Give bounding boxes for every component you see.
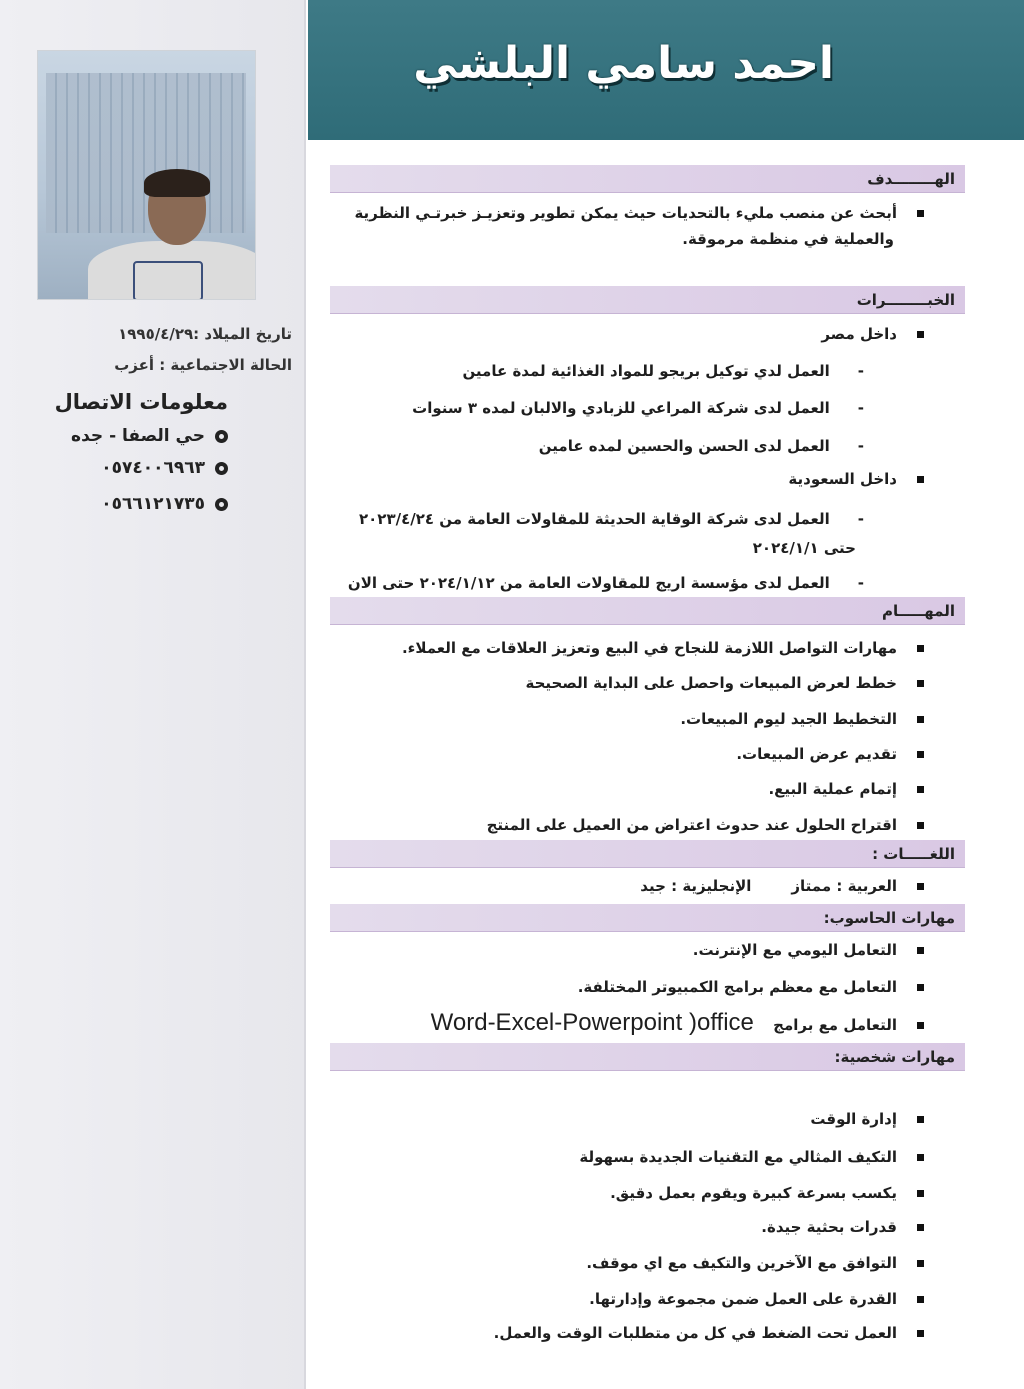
dash-marker: -	[857, 574, 864, 592]
experience-item	[462, 358, 884, 384]
personal-skill-item	[586, 1250, 924, 1276]
personal-skill-item	[494, 1320, 924, 1346]
goal-text	[344, 200, 924, 252]
bullet-icon	[917, 1224, 924, 1231]
task-text: مهارات التواصل اللازمة للنجاح في البيع وتعزيز العلاقات مع العملاء.	[401, 639, 897, 657]
personal-skill-text: قدرات بحثية جيدة.	[761, 1218, 897, 1236]
whatsapp-icon	[215, 498, 228, 511]
marital-status: الحالة الاجتماعية : أعزب	[114, 356, 292, 374]
experience-item	[539, 433, 884, 459]
personal-skill-item	[761, 1214, 924, 1240]
address-row	[71, 426, 228, 446]
bullet-icon	[917, 1296, 924, 1303]
date-of-birth: تاريخ الميلاد :١٩٩٥/٤/٢٩	[118, 325, 292, 343]
bullet-icon	[917, 1260, 924, 1267]
personal-skill-text: يكسب بسرعة كبيرة ويقوم بعمل دقيق.	[610, 1184, 897, 1202]
saudi-label-text: داخل السعودية	[788, 470, 897, 488]
experience-item-continued: حتى ٢٠٢٤/١/١	[752, 539, 856, 557]
bullet-icon	[917, 984, 924, 991]
phone-text-1: ٠٥٧٤٠٠٦٩٦٣	[101, 458, 205, 478]
experience-item-text: العمل لدى شركة الوقاية الحديثة للمقاولات العامة من ٢٠٢٣/٤/٢٤	[358, 510, 830, 528]
bullet-icon	[917, 883, 924, 890]
address-text: حي الصفا - جده	[71, 426, 205, 446]
computer-skill-text: التعامل اليومي مع الإنترنت.	[692, 941, 897, 959]
bullet-icon	[917, 476, 924, 483]
photo-background-building	[46, 73, 246, 233]
bullet-icon	[917, 1330, 924, 1337]
bullet-icon	[917, 1154, 924, 1161]
dash-marker: -	[857, 437, 864, 455]
office-programs-text: Word-Excel-Powerpoint )office	[430, 1009, 754, 1036]
photo-hair	[144, 169, 210, 197]
phone-text-2: ٠٥٦٦١٢١٧٣٥	[101, 494, 205, 514]
section-personal-header: مهارات شخصية:	[330, 1043, 965, 1071]
section-languages-header: اللغـــــات :	[330, 840, 965, 868]
bullet-icon	[917, 210, 924, 217]
task-text: التخطيط الجيد ليوم المبيعات.	[680, 710, 897, 728]
experience-item-text: العمل لدى مؤسسة اريج للمقاولات العامة من ٢٠٢٤/١/١٢ حتى الان	[347, 574, 830, 592]
personal-skill-text: التكيف المثالي مع التقنيات الجديدة بسهولة	[579, 1148, 897, 1166]
computer-skill-text: التعامل مع برامج	[773, 1016, 897, 1034]
bullet-icon	[917, 947, 924, 954]
goal-text-content: أبحث عن منصب مليء بالتحديات حيث يمكن تطوير وتعزيـز خبرتـي النظرية والعملية في منظمة مرموقة.	[354, 204, 897, 248]
profile-photo	[37, 50, 256, 300]
experience-egypt-label	[821, 321, 924, 347]
task-item	[526, 670, 925, 696]
experience-item	[412, 395, 884, 421]
task-item	[487, 812, 924, 838]
bullet-icon	[917, 1022, 924, 1029]
personal-skill-text: التوافق مع الآخرين والتكيف مع اي موقف.	[586, 1254, 897, 1272]
bullet-icon	[917, 331, 924, 338]
bullet-icon	[917, 751, 924, 758]
experience-item-text: العمل لدى شركة المراعي للزبادي والالبان لمده ٣ سنوات	[412, 399, 830, 417]
experience-item-text: العمل لدي توكيل بريجو للمواد الغذائية لمدة عامين	[462, 362, 830, 380]
bullet-icon	[917, 1116, 924, 1123]
experience-item-text: العمل لدى الحسن والحسين لمده عامين	[538, 437, 830, 455]
personal-skill-item	[579, 1144, 924, 1170]
section-computer-header: مهارات الحاسوب:	[330, 904, 965, 932]
personal-skill-text: إدارة الوقت	[810, 1110, 897, 1128]
computer-skill-text: التعامل مع معظم برامج الكمبيوتر المختلفة.	[577, 978, 897, 996]
bullet-icon	[917, 822, 924, 829]
language-arabic: العربية : ممتاز	[791, 877, 897, 895]
computer-skill-item	[578, 974, 924, 1000]
personal-skill-text: القدرة على العمل ضمن مجموعة وإدارتها.	[589, 1290, 897, 1308]
dash-marker: -	[857, 362, 864, 380]
task-item	[768, 776, 924, 802]
person-name: احمد سامي البلشي	[413, 38, 834, 89]
task-text: اقتراح الحلول عند حدوث اعتراض من العميل على المنتج	[486, 816, 897, 834]
dash-marker: -	[857, 399, 864, 417]
task-text: تقديم عرض المبيعات.	[736, 745, 897, 763]
personal-skill-item	[810, 1106, 924, 1132]
bullet-icon	[917, 786, 924, 793]
experience-item	[359, 506, 884, 532]
personal-skill-text: العمل تحت الضغط في كل من متطلبات الوقت والعمل.	[493, 1324, 897, 1342]
phone-icon	[215, 462, 228, 475]
section-tasks-header: المهـــــام	[330, 597, 965, 625]
personal-skill-item	[610, 1180, 924, 1206]
header-banner	[308, 0, 1024, 140]
section-experience-header: الخبــــــــرات	[330, 286, 965, 314]
section-goal-header: الهــــــــدف	[330, 165, 965, 193]
bullet-icon	[917, 680, 924, 687]
computer-skill-item	[693, 937, 924, 963]
task-item	[402, 635, 924, 661]
personal-skill-item	[589, 1286, 924, 1312]
language-english: الإنجليزية : جيد	[640, 877, 752, 895]
bullet-icon	[917, 1190, 924, 1197]
phone-row-2	[101, 494, 228, 514]
experience-saudi-label	[788, 466, 924, 492]
photo-shirt-print	[133, 261, 203, 300]
computer-skill-item	[431, 1010, 924, 1038]
bullet-icon	[917, 716, 924, 723]
task-text: خطط لعرض المبيعات واحصل على البداية الصحيحة	[525, 674, 897, 692]
contact-info-title: معلومات الاتصال	[54, 390, 228, 414]
languages-row	[640, 873, 924, 899]
dash-marker: -	[857, 510, 864, 528]
location-icon	[215, 430, 228, 443]
task-item	[680, 706, 924, 732]
task-text: إتمام عملية البيع.	[768, 780, 897, 798]
experience-item	[348, 570, 884, 596]
phone-row-1	[101, 458, 228, 478]
bullet-icon	[917, 645, 924, 652]
task-item	[736, 741, 924, 767]
egypt-label-text: داخل مصر	[821, 325, 897, 343]
